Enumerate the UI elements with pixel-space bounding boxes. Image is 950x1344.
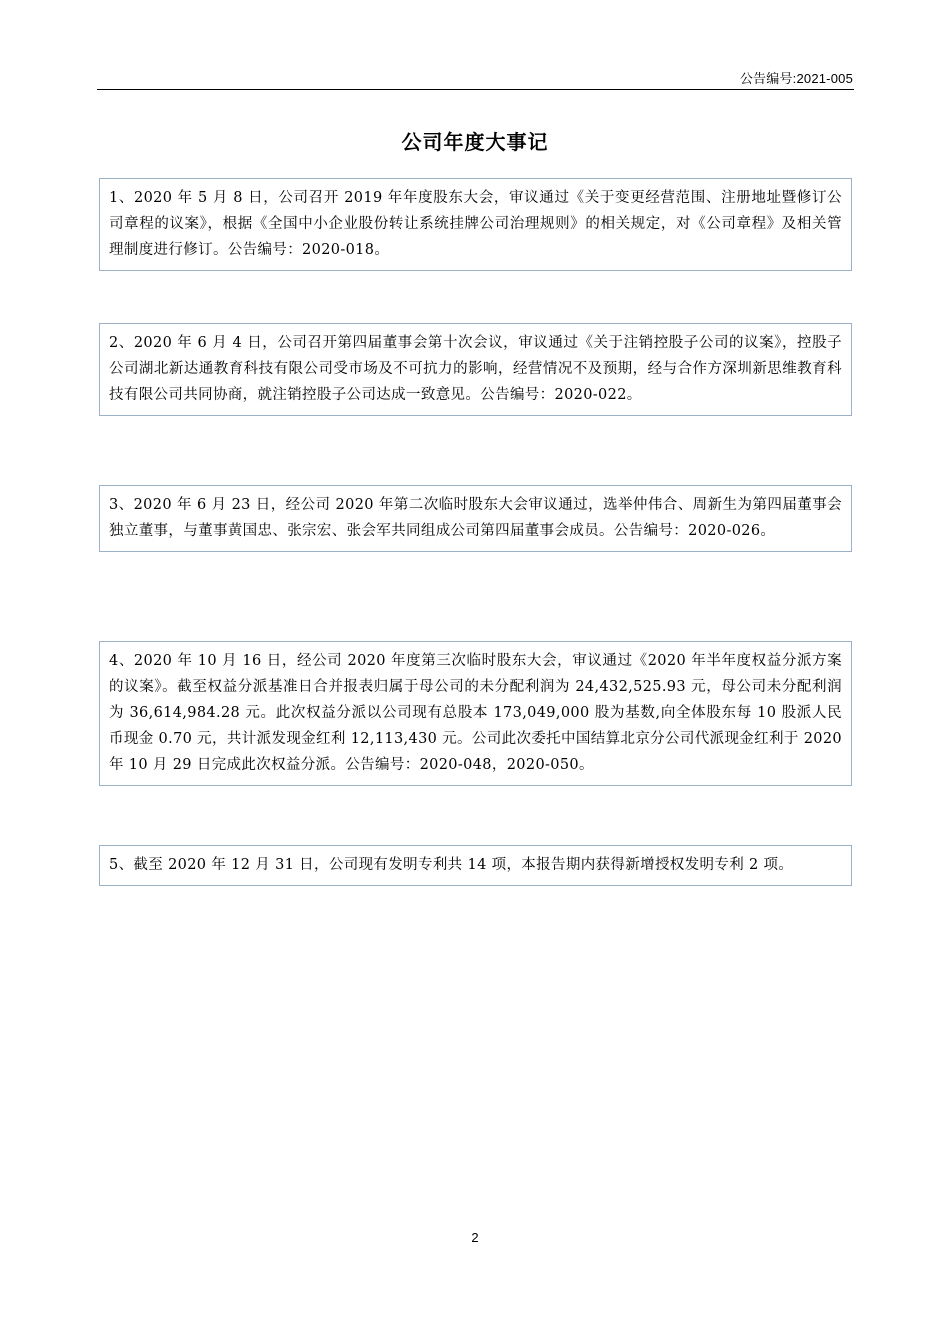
event-item-4: 4、2020 年 10 月 16 日，经公司 2020 年度第三次临时股东大会，审议通过《2020 年半年度权益分派方案的议案》。截至权益分派基准日合并报表归属于母公司的未分配利润为 24,432,525.93 元，母公司未分配利润为 36,614,984.28 元。此次权益分派以公司现有总股本 173,049,000 股为基数,向全体股东每 10 股派人民币现金 0.70 元，共计派发现金红利 12,113,430 元。公司此次委托中国结算北京分公司代派现金红利于 2020 年 10 月 29 日完成此次权益分派。公告编号：2020-048，2020-050。 bbox=[99, 641, 852, 786]
header-divider bbox=[97, 89, 854, 90]
page-number: 2 bbox=[471, 1230, 479, 1245]
event-item-3: 3、2020 年 6 月 23 日，经公司 2020 年第二次临时股东大会审议通过，选举仲伟合、周新生为第四届董事会独立董事，与董事黄国忠、张宗宏、张会军共同组成公司第四届董事会成员。公告编号：2020-026。 bbox=[99, 485, 852, 552]
page-title: 公司年度大事记 bbox=[401, 130, 549, 154]
event-item-2: 2、2020 年 6 月 4 日，公司召开第四届董事会第十次会议，审议通过《关于注销控股子公司的议案》，控股子公司湖北新达通教育科技有限公司受市场及不可抗力的影响，经营情况不及预期，经与合作方深圳新思维教育科技有限公司共同协商，就注销控股子公司达成一致意见。公告编号：2020-022。 bbox=[99, 323, 852, 416]
event-item-5: 5、截至 2020 年 12 月 31 日，公司现有发明专利共 14 项，本报告期内获得新增授权发明专利 2 项。 bbox=[99, 845, 852, 886]
event-item-1: 1、2020 年 5 月 8 日，公司召开 2019 年年度股东大会，审议通过《关于变更经营范围、注册地址暨修订公司章程的议案》，根据《全国中小企业股份转让系统挂牌公司治理规则》的相关规定，对《公司章程》及相关管理制度进行修订。公告编号：2020-018。 bbox=[99, 178, 852, 271]
announcement-code: 公告编号:2021-005 bbox=[739, 71, 853, 86]
